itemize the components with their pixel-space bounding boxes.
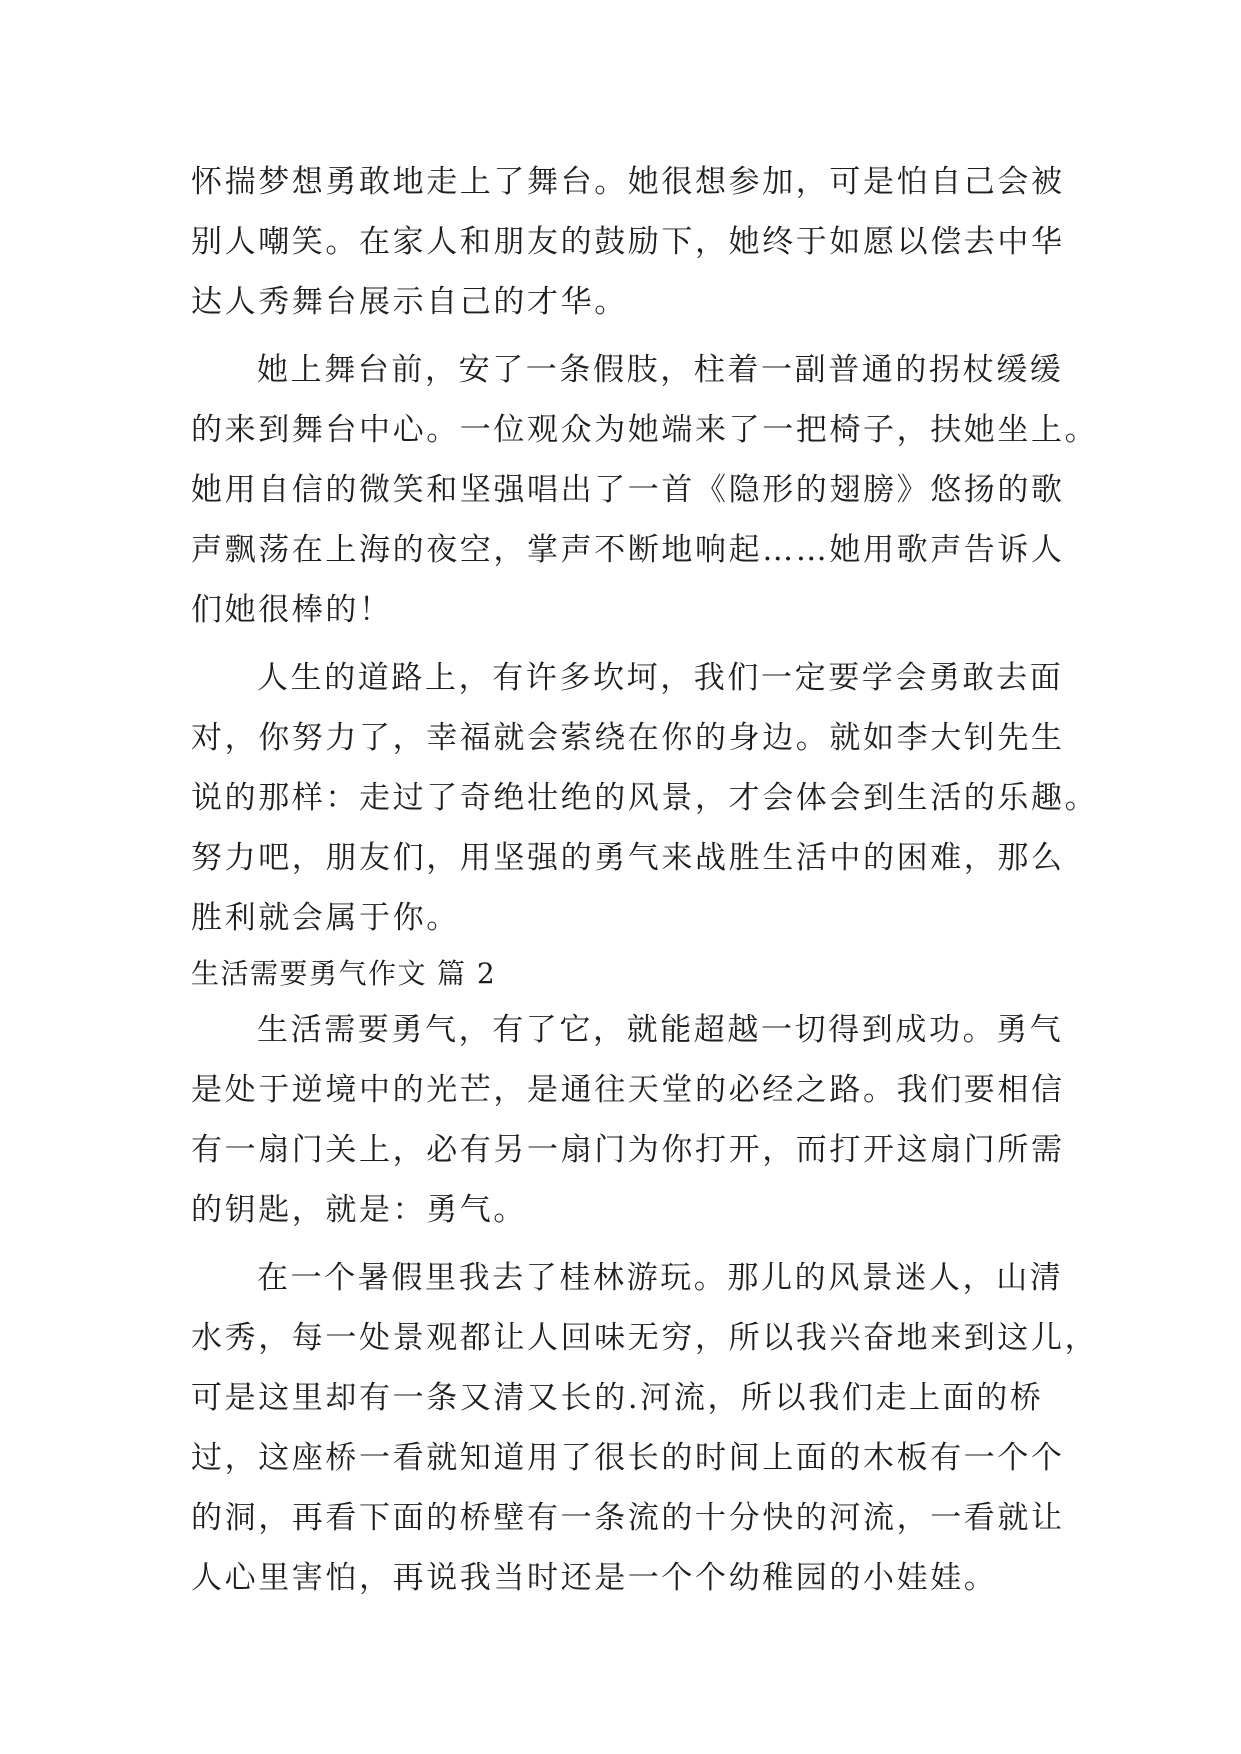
paragraph — [191, 1248, 1099, 1608]
paragraph — [191, 648, 1099, 948]
paragraph-line: 怀揣梦想勇敢地走上了舞台。她很想参加，可是怕自己会被 — [191, 164, 1065, 200]
section-number: 篇 2 — [437, 957, 497, 990]
paragraph-line: 说的那样：走过了奇绝壮绝的风景，才会体会到生活的乐趣。 — [191, 780, 1099, 816]
paragraph-line: 的来到舞台中心。一位观众为她端来了一把椅子，扶她坐上。 — [191, 412, 1099, 448]
section-title: 生活需要勇气作文 — [191, 957, 428, 990]
paragraph — [191, 1000, 1065, 1240]
paragraph-line: 努力吧，朋友们，用坚强的勇气来战胜生活中的困难，那么 — [191, 840, 1065, 876]
paragraph-spacer — [191, 1240, 1051, 1248]
section-heading — [191, 948, 1051, 1000]
paragraph-line: 她上舞台前，安了一条假肢，柱着一副普通的拐杖缓缓 — [257, 352, 1064, 388]
paragraph-line: 生活需要勇气，有了它，就能超越一切得到成功。勇气 — [257, 1012, 1064, 1048]
paragraph-line: 有一扇门关上，必有另一扇门为你打开，而打开这扇门所需 — [191, 1132, 1065, 1168]
paragraph-line: 的洞，再看下面的桥壁有一条流的十分快的河流，一看就让 — [191, 1500, 1065, 1536]
paragraph-line: 达人秀舞台展示自己的才华。 — [191, 284, 628, 320]
paragraph — [191, 152, 1065, 332]
paragraph-line: 她用自信的微笑和坚强唱出了一首《隐形的翅膀》悠扬的歌 — [191, 472, 1065, 508]
paragraph-line: 在一个暑假里我去了桂林游玩。那儿的风景迷人，山清 — [257, 1260, 1064, 1296]
paragraph — [191, 340, 1099, 640]
paragraph-line: 声飘荡在上海的夜空，掌声不断地响起……她用歌声告诉人 — [191, 532, 1065, 568]
paragraph-spacer — [191, 640, 1051, 648]
paragraph-spacer — [191, 332, 1051, 340]
paragraph-line: 的钥匙，就是：勇气。 — [191, 1192, 527, 1228]
paragraph-line: 们她很棒的！ — [191, 592, 393, 628]
document-page — [191, 152, 1099, 1608]
paragraph-line: 别人嘲笑。在家人和朋友的鼓励下，她终于如愿以偿去中华 — [191, 224, 1065, 260]
paragraph-line: 是处于逆境中的光芒，是通往天堂的必经之路。我们要相信 — [191, 1072, 1065, 1108]
paragraph-line: 胜利就会属于你。 — [191, 900, 460, 936]
paragraph-line: 水秀，每一处景观都让人回味无穷，所以我兴奋地来到这儿， — [191, 1320, 1099, 1356]
paragraph-line: 人心里害怕，再说我当时还是一个个幼稚园的小娃娃。 — [191, 1560, 998, 1596]
paragraph-line: 过，这座桥一看就知道用了很长的时间上面的木板有一个个 — [191, 1440, 1065, 1476]
paragraph-line: 可是这里却有一条又清又长的.河流，所以我们走上面的桥 — [191, 1380, 1044, 1416]
paragraph-line: 对，你努力了，幸福就会萦绕在你的身边。就如李大钊先生 — [191, 720, 1065, 756]
paragraph-line: 人生的道路上，有许多坎坷，我们一定要学会勇敢去面 — [257, 660, 1064, 696]
